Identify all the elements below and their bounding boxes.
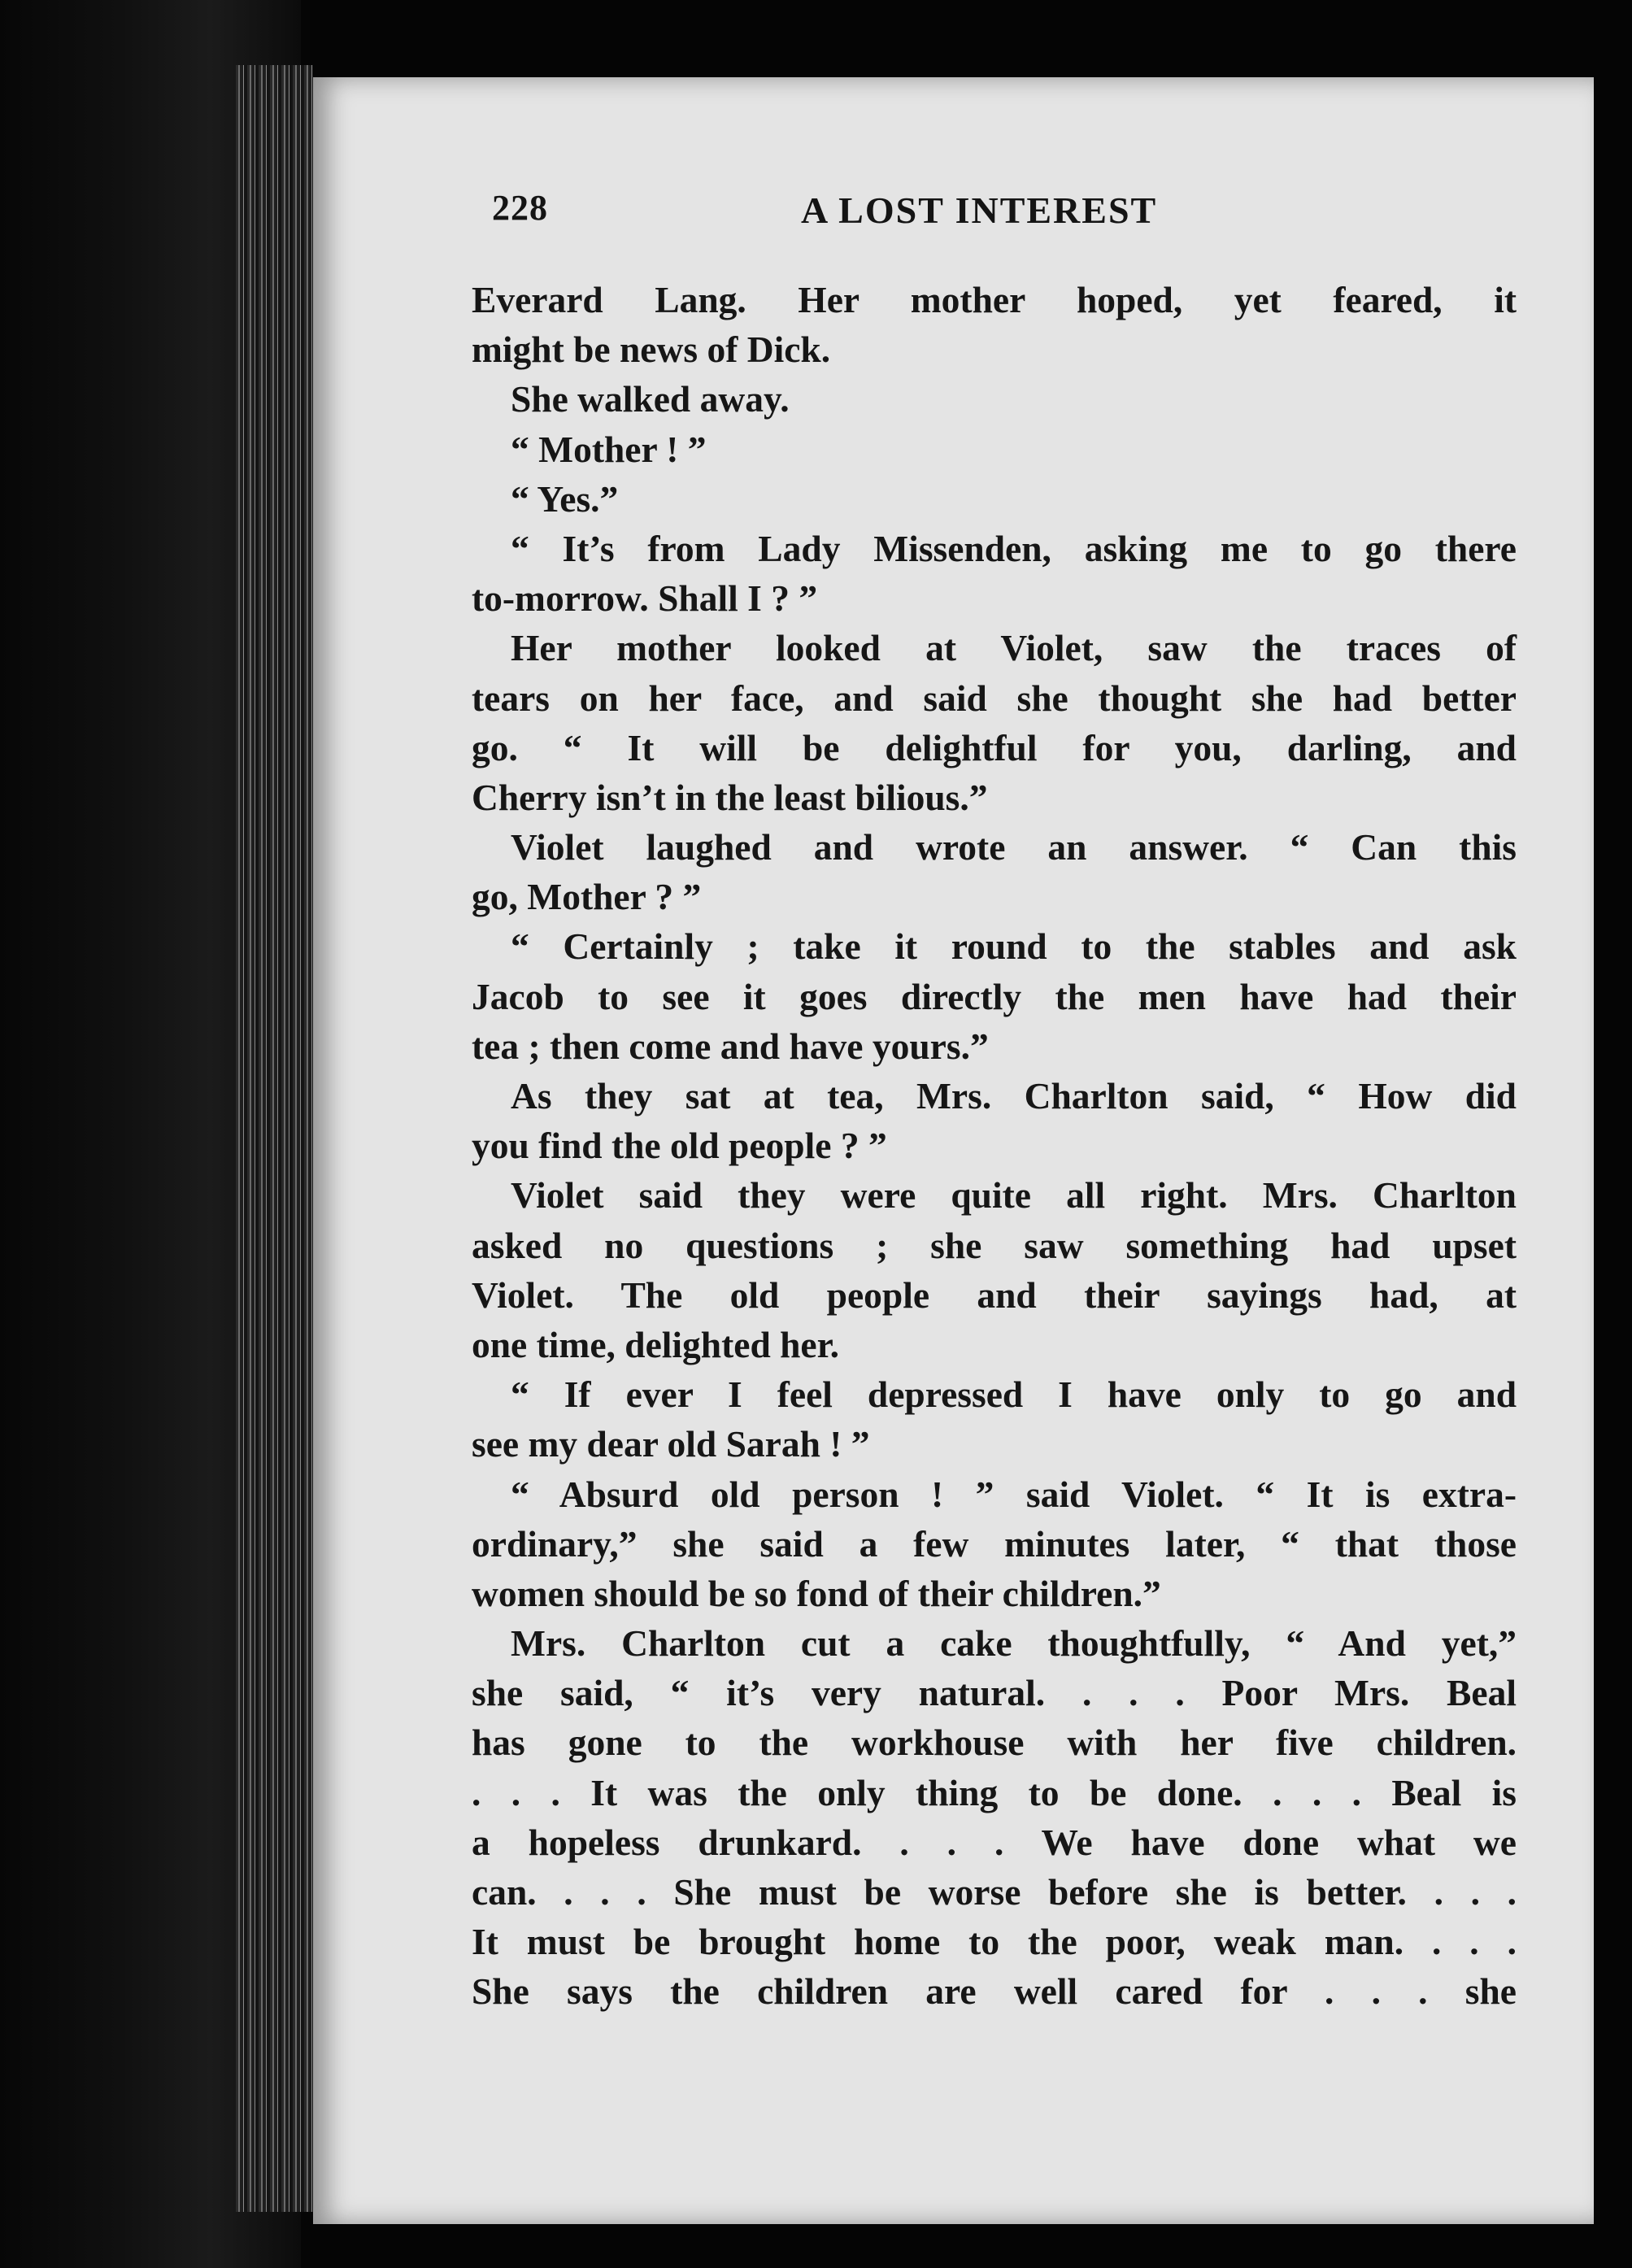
text-line: see my dear old Sarah ! ” xyxy=(472,1423,870,1465)
text-line: Her mother looked at Violet, saw the traces of xyxy=(511,627,1517,669)
body-text xyxy=(472,275,1517,2017)
right-border xyxy=(1594,49,1632,2268)
text-line: “ It’s from Lady Missenden, asking me to go there xyxy=(511,527,1517,569)
text-line: Cherry isn’t in the least bilious.” xyxy=(472,776,988,818)
text-line: Violet laughed and wrote an answer. “ Can this xyxy=(511,826,1517,868)
text-line: go, Mother ? ” xyxy=(472,876,702,918)
text-line: “ If ever I feel depressed I have only to go and xyxy=(511,1373,1517,1416)
page-number: 228 xyxy=(492,188,548,228)
text-line: to-morrow. Shall I ? ” xyxy=(472,577,818,620)
text-line: . . . It was the only thing to be done. . . . Beal is xyxy=(472,1771,1517,1813)
text-line: Everard Lang. Her mother hoped, yet feared, it xyxy=(472,279,1517,320)
text-line: As they sat at tea, Mrs. Charlton said, “ How did xyxy=(511,1075,1517,1117)
text-line: ordinary,” she said a few minutes later, “ that those xyxy=(472,1522,1517,1565)
text-line: tears on her face, and said she thought she had better xyxy=(472,677,1517,719)
text-line: She walked away. xyxy=(511,378,790,420)
text-line: she said, “ it’s very natural. . . . Poor Mrs. Beal xyxy=(472,1672,1517,1714)
text-line: you find the old people ? ” xyxy=(472,1125,887,1167)
text-line: can. . . . She must be worse before she is better. . . . xyxy=(472,1871,1517,1913)
text-line: Mrs. Charlton cut a cake thoughtfully, “ And yet,” xyxy=(511,1622,1517,1665)
running-head: A LOST INTEREST xyxy=(801,189,1158,231)
text-line: “ Absurd old person ! ” said Violet. “ It is extra- xyxy=(511,1473,1517,1515)
text-line: go. “ It will be delightful for you, darling, and xyxy=(472,726,1517,768)
page-edges xyxy=(236,65,313,2212)
text-line: She says the children are well cared for . . . she xyxy=(472,1970,1517,2013)
text-line: has gone to the workhouse with her five children. xyxy=(472,1722,1517,1764)
text-line: tea ; then come and have yours.” xyxy=(472,1025,989,1067)
text-line: It must be brought home to the poor, weak man. . . . xyxy=(472,1921,1517,1963)
text-line: one time, delighted her. xyxy=(472,1323,840,1365)
text-line: might be news of Dick. xyxy=(472,329,831,371)
text-line: Jacob to see it goes directly the men have had their xyxy=(472,975,1517,1017)
text-line: “ Mother ! ” xyxy=(511,428,707,470)
text-line: Violet said they were quite all right. Mrs. Charlton xyxy=(511,1174,1517,1217)
text-line: “ Yes.” xyxy=(511,477,619,520)
text-line: asked no questions ; she saw something had upset xyxy=(472,1224,1517,1266)
page-header xyxy=(492,187,1533,252)
text-line: “ Certainly ; take it round to the stables and ask xyxy=(511,925,1517,968)
text-line: a hopeless drunkard. . . . We have done what we xyxy=(472,1821,1517,1863)
text-line: women should be so fond of their children.” xyxy=(472,1572,1161,1614)
text-line: Violet. The old people and their sayings had, at xyxy=(472,1273,1517,1316)
